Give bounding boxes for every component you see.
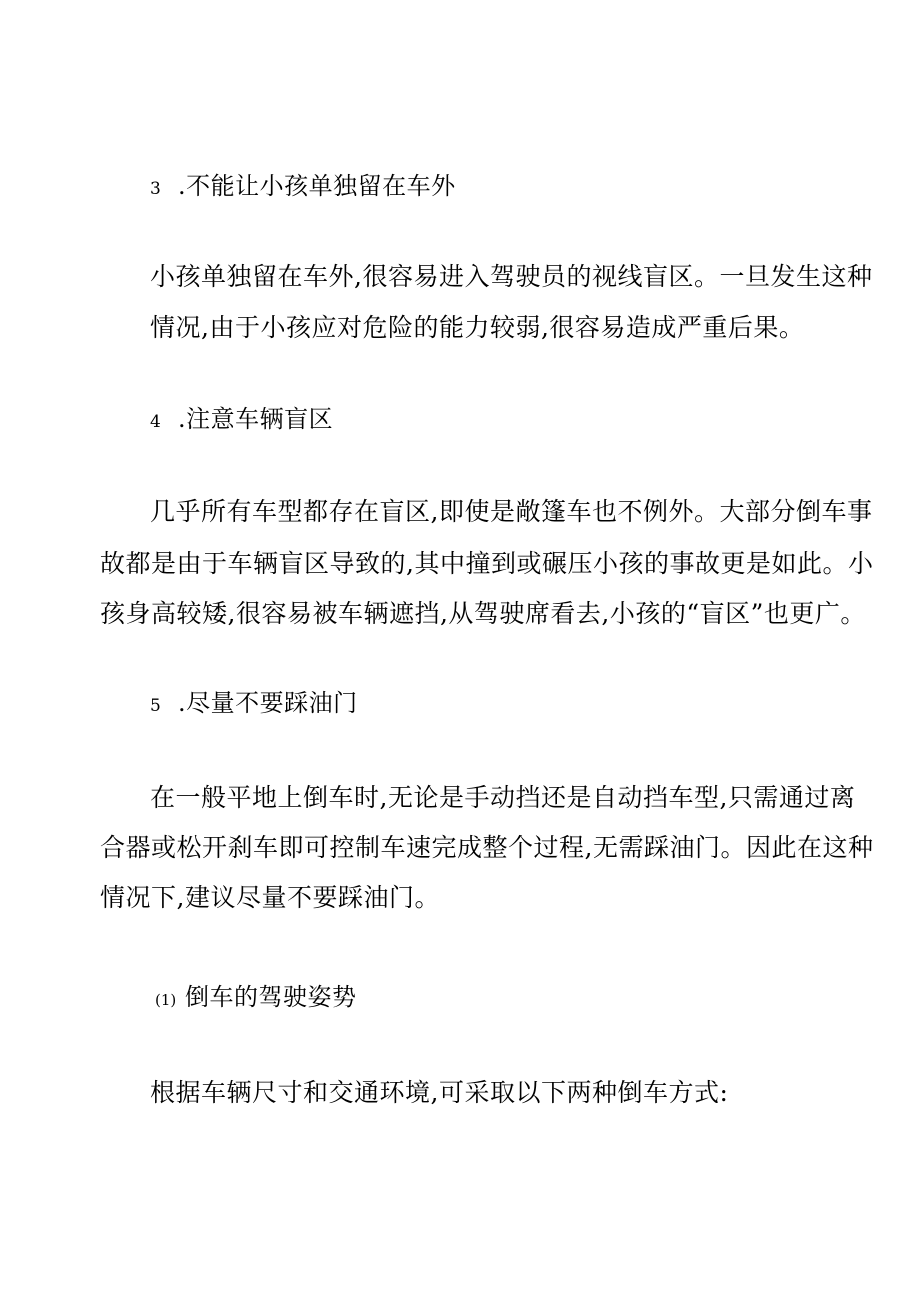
subsection-1-heading [155,982,357,1015]
section-4-line-1: 几乎所有车型都存在盲区,即使是敞篷车也不例外。大部分倒车事 [150,497,873,526]
section-4-line-3: 孩身高较矮,很容易被车辆遮挡,从驾驶席看去,小孩的“盲区”也更广。 [100,599,866,628]
section-5-heading [150,688,358,721]
subsection-1-title: 倒车的驾驶姿势 [185,983,357,1011]
section-5-number: 5 [150,696,161,716]
section-4-line-2: 故都是由于车辆盲区导致的,其中撞到或碾压小孩的事故更是如此。小 [100,549,874,578]
section-4-number: 4 [150,412,161,432]
section-3-heading [150,171,456,204]
section-5-line-2: 合器或松开刹车即可控制车速完成整个过程,无需踩油门。因此在这种 [100,833,874,862]
section-4-heading [150,404,333,437]
section-5-title: .尽量不要踩油门 [178,689,358,717]
subsection-1-number: (1) [155,991,177,1009]
section-3-line-2: 情况,由于小孩应对危险的能力较弱,很容易造成严重后果。 [150,313,805,342]
section-4-title: .注意车辆盲区 [178,405,334,433]
section-3-number: 3 [150,179,161,199]
section-5-line-1: 在一般平地上倒车时,无论是手动挡还是自动挡车型,只需通过离 [150,783,856,812]
section-3-line-1: 小孩单独留在车外,很容易进入驾驶员的视线盲区。一旦发生这种 [150,262,873,291]
section-3-title: .不能让小孩单独留在车外 [178,172,456,200]
section-5-line-3: 情况下,建议尽量不要踩油门。 [100,883,440,912]
subsection-1-line-1: 根据车辆尺寸和交通环境,可采取以下两种倒车方式: [150,1078,729,1107]
